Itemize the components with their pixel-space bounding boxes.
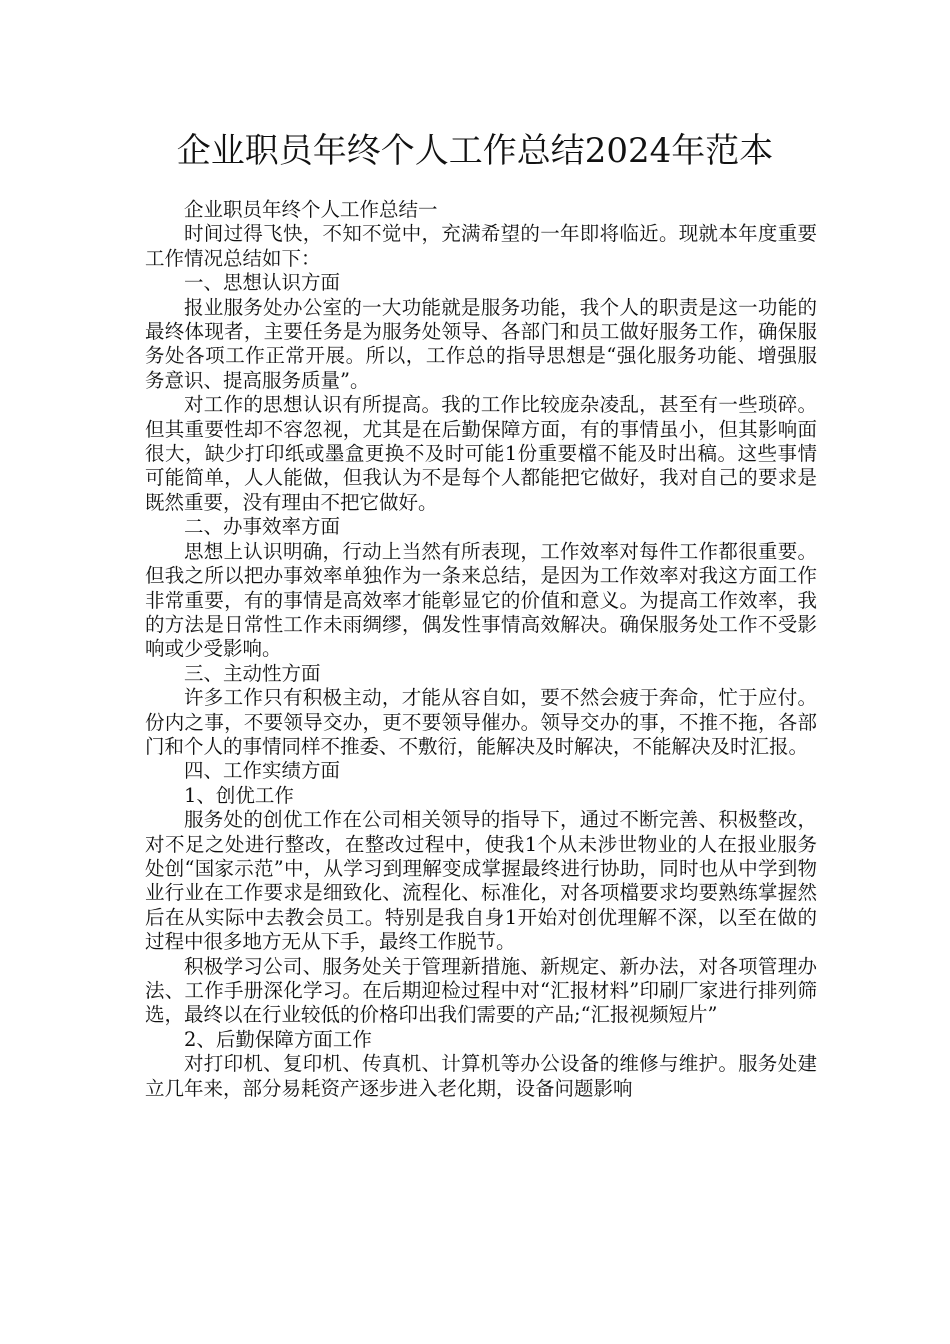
paragraph: 对打印机、复印机、传真机、计算机等办公设备的维修与维护。服务处建立几年来，部分易耗资产逐步进入老化期，设备问题影响 <box>145 1052 817 1100</box>
subsection-heading-logistics: 2、后勤保障方面工作 <box>184 1027 372 1051</box>
paragraph: 报业服务处办公室的一大功能就是服务功能，我个人的职责是这一功能的最终体现者，主要任务是为服务处领导、各部门和员工做好服务工作，确保服务处各项工作正常开展。所以，工作总的指导思想是“强化服务功能、增强服务意识、提高服务质量”。 <box>145 295 817 392</box>
document-title: 企业职员年终个人工作总结2024年范本 <box>176 131 774 171</box>
document-body <box>145 198 817 1101</box>
paragraph: 服务处的创优工作在公司相关领导的指导下，通过不断完善、积极整改，对不足之处进行整改，在整改过程中，使我1个从未涉世物业的人在报业服务处创“国家示范”中，从学习到理解变成掌握最终进行协助，同时也从中学到物业行业在工作要求是细致化、流程化、标准化，对各项檔要求均要熟练掌握然后在从实际中去教会员工。特别是我自身1开始对创优理解不深，以至在做的过程中很多地方无从下手，最终工作脱节。 <box>145 808 817 954</box>
section-heading-achievements: 四、工作实绩方面 <box>184 759 341 783</box>
paragraph-subtitle: 企业职员年终个人工作总结一 <box>184 198 438 221</box>
paragraph: 思想上认识明确，行动上当然有所表现，工作效率对每件工作都很重要。但我之所以把办事效率单独作为一条来总结，是因为工作效率对我这方面工作非常重要，有的事情是高效率才能彰显它的价值和意义。为提高工作效率，我的方法是日常性工作未雨绸缪，偶发性事情高效解决。确保服务处工作不受影响或少受影响。 <box>145 539 817 661</box>
paragraph: 对工作的思想认识有所提高。我的工作比较庞杂凌乱，甚至有一些琐碎。但其重要性却不容忽视，尤其是在后勤保障方面，有的事情虽小，但其影响面很大，缺少打印纸或墨盒更换不及时可能1份重要檔不能及时出稿。这些事情可能简单，人人能做，但我认为不是每个人都能把它做好，我对自己的要求是既然重要，没有理由不把它做好。 <box>145 393 817 514</box>
paragraph-intro: 时间过得飞快，不知不觉中，充满希望的一年即将临近。现就本年度重要工作情况总结如下： <box>145 222 817 270</box>
section-heading-thinking: 一、思想认识方面 <box>184 271 341 295</box>
section-heading-efficiency: 二、办事效率方面 <box>184 515 341 539</box>
subsection-heading-excellence: 1、创优工作 <box>184 783 294 807</box>
section-heading-initiative: 三、主动性方面 <box>184 661 321 685</box>
paragraph: 积极学习公司、服务处关于管理新措施、新规定、新办法，对各项管理办法、工作手册深化学习。在后期迎检过程中对“汇报材料”印刷厂家进行排列筛选，最终以在行业较低的价格印出我们需要的产品;“汇报视频短片” <box>145 954 817 1027</box>
paragraph: 许多工作只有积极主动，才能从容自如，要不然会疲于奔命，忙于应付。份内之事，不要领导交办，更不要领导催办。领导交办的事，不推不拖，各部门和个人的事情同样不推委、不敷衍，能解决及时解决，不能解决及时汇报。 <box>145 686 817 758</box>
